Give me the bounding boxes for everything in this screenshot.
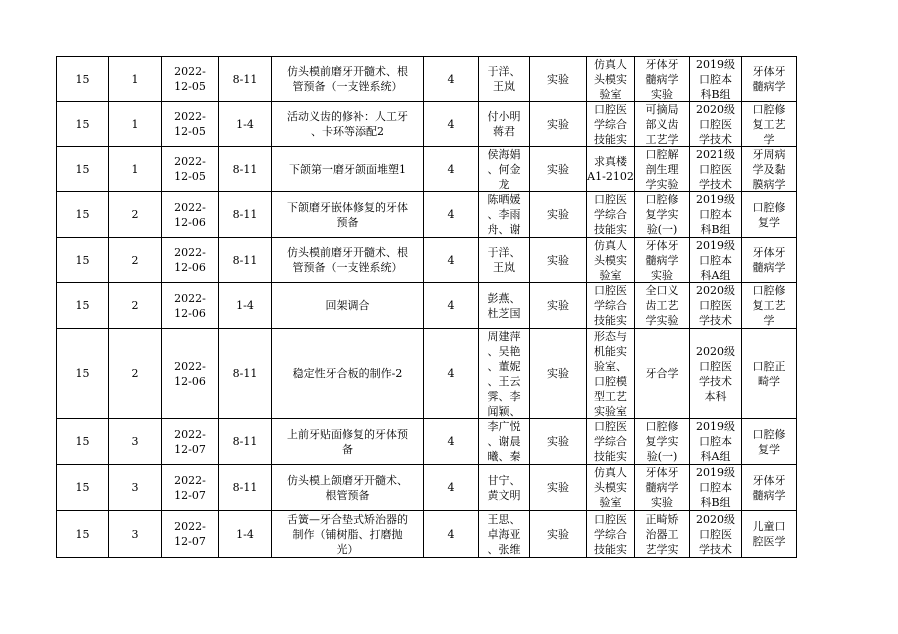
cell-content-text: 仿头模前磨牙开髓术、根 管预备（一支锉系统） [287,65,408,93]
cell-date [162,147,219,192]
cell-course [635,283,690,329]
cell-major-text: 口腔修 复学 [752,427,786,456]
cell-course [635,419,690,465]
cell-major-text: 牙体牙 髓病学 [752,246,786,274]
cell-week [57,57,109,102]
cell-period-text: 1-4 [236,527,254,541]
cell-class-text: 2021级 口腔医 学技术 [696,148,735,191]
cell-room [587,238,635,283]
cell-period-text: 1-4 [236,299,254,312]
cell-content-text: 仿头模前磨牙开髓术、根 管预备（一支锉系统） [287,246,408,274]
cell-content [272,238,424,283]
cell-class [690,192,742,238]
cell-content-text: 稳定性牙合板的制作-2 [292,367,403,380]
cell-hours-text: 4 [447,435,455,448]
cell-content-text: 上前牙贴面修复的牙体预 备 [287,427,408,456]
cell-week [57,511,109,558]
cell-week [57,102,109,147]
cell-day-text: 2 [131,208,139,221]
cell-major-text: 口腔修 复学 [752,200,786,229]
cell-type-text: 实验 [547,481,569,494]
cell-course [635,57,690,102]
cell-period-text: 8-11 [232,208,258,221]
cell-major [742,147,797,192]
cell-week-text: 15 [75,481,90,494]
cell-class [690,283,742,329]
cell-teachers-text: 于洋、 王岚 [487,65,521,93]
cell-week-text: 15 [75,367,90,380]
cell-hours-text: 4 [447,253,455,267]
cell-teachers-text: 王思、 卓海亚 、张维 [487,512,521,556]
cell-major-text: 口腔正 畸学 [752,359,786,388]
cell-major [742,57,797,102]
cell-week [57,238,109,283]
cell-week [57,147,109,192]
cell-day-text: 1 [131,72,139,86]
cell-major [742,102,797,147]
cell-room [587,465,635,511]
cell-day [109,102,162,147]
cell-content [272,147,424,192]
cell-week-text: 15 [75,527,90,541]
cell-type [530,192,587,238]
cell-course [635,511,690,558]
cell-content [272,329,424,419]
cell-teachers-text: 周建萍 、吴艳 、董妮 、王云 霁、李 闻颖、 [487,330,521,418]
cell-date [162,238,219,283]
cell-content-text: 活动义齿的修补：人工牙 、卡环等添配2 [287,110,408,138]
cell-type-text: 实验 [547,435,569,448]
cell-hours-text: 4 [447,481,455,494]
cell-hours-text: 4 [447,299,455,312]
table-row [57,57,797,102]
cell-course-text: 全口义 齿工艺 学实验 [645,284,679,327]
table-row [57,465,797,511]
cell-teachers-text: 彭燕、 杜芝国 [487,291,521,320]
cell-date-text: 2022- 12-05 [174,155,206,183]
cell-room [587,329,635,419]
cell-major [742,238,797,283]
cell-teachers-text: 侯海娟 、何金 龙 [487,148,521,191]
cell-course [635,147,690,192]
cell-day [109,57,162,102]
cell-course [635,102,690,147]
cell-major [742,465,797,511]
cell-period-text: 8-11 [232,481,258,494]
cell-type [530,238,587,283]
cell-period [219,192,272,238]
cell-week-text: 15 [75,435,90,448]
cell-class-text: 2019级 口腔本 科A组 [696,239,735,282]
cell-course-text: 口腔修 复学实 验(一) [645,420,679,463]
table-row [57,238,797,283]
cell-class-text: 2020级 口腔医 学技术 本科 [696,344,735,403]
cell-hours [424,192,479,238]
cell-date-text: 2022- 12-06 [174,200,206,229]
cell-teachers [479,283,530,329]
cell-room-text: 形态与 机能实 验室、 口腔模 型工艺 实验室 [594,330,627,418]
cell-course-text: 正畸矫 治器工 艺学实 [645,512,679,556]
cell-day [109,329,162,419]
table-row [57,147,797,192]
cell-hours-text: 4 [447,527,455,541]
cell-day [109,419,162,465]
cell-type [530,511,587,558]
cell-major-text: 牙周病 学及黏 膜病学 [752,148,786,191]
cell-date [162,283,219,329]
cell-type [530,419,587,465]
cell-date-text: 2022- 12-06 [174,359,206,388]
cell-hours [424,511,479,558]
cell-week [57,465,109,511]
cell-day-text: 1 [131,162,139,176]
cell-room-text: 口腔医 学综合 技能实 [594,103,627,146]
cell-period [219,57,272,102]
cell-day [109,465,162,511]
cell-room-text: 仿真人 头模实 验室 [594,58,627,101]
table-row [57,192,797,238]
cell-room-text: 口腔医 学综合 技能实 [594,193,627,236]
cell-content-text: 下颌磨牙嵌体修复的牙体 预备 [287,200,408,229]
cell-date [162,419,219,465]
cell-class-text: 2019级 口腔本 科B组 [696,58,735,101]
cell-type-text: 实验 [547,527,569,541]
cell-room-text: 仿真人 头模实 验室 [594,466,627,509]
table-row [57,102,797,147]
cell-course [635,465,690,511]
cell-room [587,511,635,558]
cell-room-text: 口腔医 学综合 技能实 [594,284,627,327]
cell-type [530,57,587,102]
cell-content [272,465,424,511]
cell-period [219,465,272,511]
cell-room [587,57,635,102]
cell-hours [424,57,479,102]
cell-period-text: 8-11 [232,253,258,267]
cell-type-text: 实验 [547,72,569,86]
cell-day-text: 2 [131,299,139,312]
cell-teachers [479,192,530,238]
cell-period-text: 8-11 [232,72,258,86]
cell-teachers [479,419,530,465]
cell-room-text: 仿真人 头模实 验室 [594,239,627,282]
cell-hours-text: 4 [447,208,455,221]
cell-day [109,283,162,329]
cell-week-text: 15 [75,72,90,86]
cell-class-text: 2020级 口腔医 学技术 [696,512,735,556]
cell-teachers [479,102,530,147]
cell-day-text: 3 [131,527,139,541]
cell-major-text: 口腔修 复工艺 学 [752,284,786,327]
cell-week-text: 15 [75,208,90,221]
cell-day [109,238,162,283]
cell-date-text: 2022- 12-07 [174,473,206,502]
cell-date-text: 2022- 12-05 [174,110,206,138]
cell-hours [424,147,479,192]
cell-teachers-text: 付小明 蒋君 [487,110,521,138]
cell-major [742,283,797,329]
cell-room [587,192,635,238]
cell-major-text: 口腔修 复工艺 学 [752,103,786,146]
cell-class-text: 2019级 口腔本 科B组 [696,466,735,509]
cell-week-text: 15 [75,253,90,267]
cell-major [742,329,797,419]
cell-period [219,238,272,283]
cell-week [57,329,109,419]
cell-day-text: 2 [131,367,139,380]
cell-period-text: 8-11 [232,367,258,380]
cell-content [272,511,424,558]
cell-room-text: 口腔医 学综合 技能实 [594,512,627,556]
cell-type-text: 实验 [547,117,569,131]
cell-week-text: 15 [75,162,90,176]
cell-type-text: 实验 [547,253,569,267]
cell-hours-text: 4 [447,162,455,176]
cell-major [742,419,797,465]
cell-date [162,465,219,511]
cell-room [587,419,635,465]
schedule-table [56,56,797,558]
cell-major [742,192,797,238]
cell-content-text: 舌簧—牙合垫式矫治器的 制作（铺树脂、打磨抛 光） [287,512,408,556]
cell-course-text: 口腔修 复学实 验(一) [645,193,679,236]
cell-hours [424,283,479,329]
cell-week [57,419,109,465]
cell-course-text: 可摘局 部义齿 工艺学 [645,103,679,146]
cell-period [219,329,272,419]
cell-room [587,147,635,192]
cell-week-text: 15 [75,299,90,312]
cell-day-text: 1 [131,117,139,131]
cell-period [219,511,272,558]
cell-course-text: 牙体牙 髓病学 实验 [645,239,679,282]
cell-period-text: 8-11 [232,162,258,176]
cell-content-text: 仿头模上颌磨牙开髓术、 根管预备 [287,473,408,502]
cell-course-text: 牙体牙 髓病学 实验 [645,466,679,509]
cell-content [272,57,424,102]
cell-date [162,102,219,147]
table-row [57,329,797,419]
cell-teachers [479,511,530,558]
cell-week [57,192,109,238]
cell-content [272,192,424,238]
cell-hours [424,465,479,511]
cell-hours [424,102,479,147]
cell-room-text: 口腔医 学综合 技能实 [594,420,627,463]
cell-date [162,329,219,419]
cell-class [690,147,742,192]
cell-course [635,238,690,283]
cell-type-text: 实验 [547,162,569,176]
cell-class [690,329,742,419]
cell-date [162,57,219,102]
cell-week-text: 15 [75,117,90,131]
cell-teachers-text: 甘宁、 黄文明 [487,473,521,502]
cell-class-text: 2019级 口腔本 科B组 [696,193,735,236]
cell-teachers [479,329,530,419]
cell-teachers [479,57,530,102]
cell-hours [424,329,479,419]
cell-teachers-text: 陈晒媛 、李雨 舟、谢 [487,193,521,236]
cell-period [219,147,272,192]
cell-type [530,465,587,511]
cell-teachers [479,238,530,283]
cell-day-text: 3 [131,435,139,448]
cell-date-text: 2022- 12-06 [174,246,206,274]
cell-type [530,147,587,192]
cell-course [635,192,690,238]
cell-day [109,511,162,558]
cell-hours [424,238,479,283]
cell-content [272,283,424,329]
cell-major-text: 儿童口 腔医学 [752,520,786,548]
cell-class [690,102,742,147]
cell-content-text: 回架调合 [325,299,370,312]
cell-room [587,102,635,147]
cell-week [57,283,109,329]
cell-period [219,102,272,147]
cell-major-text: 牙体牙 髓病学 [752,473,786,502]
cell-type [530,283,587,329]
cell-type [530,329,587,419]
cell-date-text: 2022- 12-07 [174,520,206,548]
cell-date [162,192,219,238]
table-row [57,419,797,465]
cell-class [690,419,742,465]
cell-class-text: 2020级 口腔医 学技术 [696,103,735,146]
cell-course-text: 口腔解 剖生理 学实验 [645,148,679,191]
cell-type-text: 实验 [547,367,569,380]
cell-date-text: 2022- 12-07 [174,427,206,456]
table-row [57,511,797,558]
cell-teachers-text: 于洋、 王岚 [487,246,521,274]
cell-content-text: 下颌第一磨牙颌面堆塑1 [289,162,406,176]
cell-type-text: 实验 [547,299,569,312]
cell-class [690,511,742,558]
cell-class-text: 2019级 口腔本 科A组 [696,420,735,463]
cell-course-text: 牙合学 [645,367,679,380]
cell-class [690,465,742,511]
cell-content [272,419,424,465]
cell-period [219,283,272,329]
cell-major [742,511,797,558]
cell-room-text: 求真楼 A1-2102 [587,155,634,183]
cell-hours-text: 4 [447,72,455,86]
cell-day-text: 3 [131,481,139,494]
cell-hours-text: 4 [447,117,455,131]
cell-major-text: 牙体牙 髓病学 [752,65,786,93]
cell-date [162,511,219,558]
cell-teachers-text: 李广悦 、谢晨 曦、秦 [487,420,521,463]
cell-class [690,238,742,283]
table-row [57,283,797,329]
cell-hours [424,419,479,465]
cell-content [272,102,424,147]
cell-class-text: 2020级 口腔医 学技术 [696,284,735,327]
cell-period-text: 8-11 [232,435,258,448]
cell-day-text: 2 [131,253,139,267]
cell-period [219,419,272,465]
cell-room [587,283,635,329]
schedule-body [57,57,797,558]
cell-period-text: 1-4 [236,117,254,131]
cell-course [635,329,690,419]
cell-type [530,102,587,147]
cell-type-text: 实验 [547,208,569,221]
cell-day [109,147,162,192]
cell-date-text: 2022- 12-06 [174,291,206,320]
cell-day [109,192,162,238]
cell-date-text: 2022- 12-05 [174,65,206,93]
cell-class [690,57,742,102]
cell-hours-text: 4 [447,367,455,380]
cell-course-text: 牙体牙 髓病学 实验 [645,58,679,101]
cell-teachers [479,147,530,192]
cell-teachers [479,465,530,511]
